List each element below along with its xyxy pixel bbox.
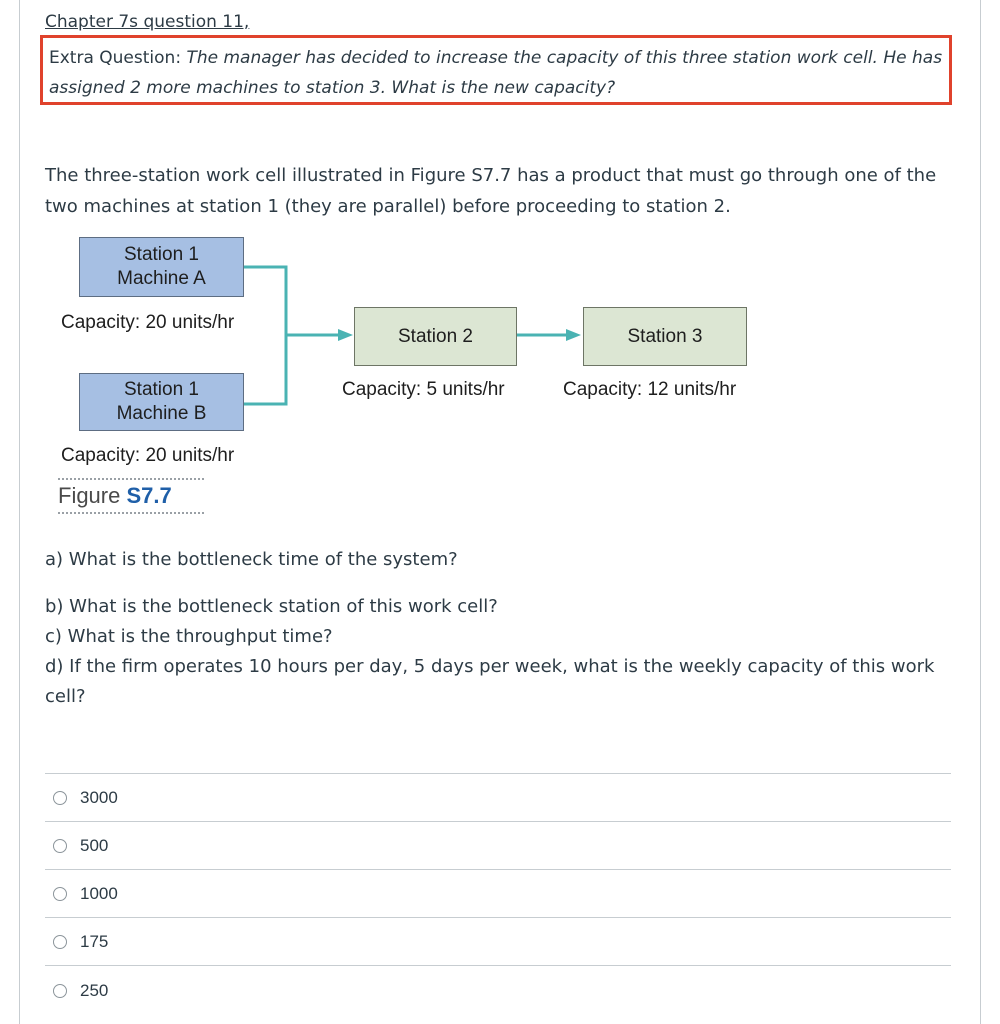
arrowhead-station2	[338, 329, 353, 341]
question-panel	[19, 0, 981, 1024]
question-b: b) What is the bottleneck station of this work cell?	[45, 596, 498, 617]
radio-button[interactable]	[53, 791, 67, 805]
machine-a-capacity: Capacity: 20 units/hr	[61, 312, 235, 333]
station2-capacity: Capacity: 5 units/hr	[342, 379, 505, 400]
machine-b-station-label: Station 1	[124, 379, 199, 400]
machine-a-station-label: Station 1	[124, 244, 199, 265]
machine-b-capacity: Capacity: 20 units/hr	[61, 445, 235, 466]
machine-b-machine-label: Machine B	[116, 403, 207, 424]
station1-machine-a-box	[79, 237, 244, 297]
station3-capacity: Capacity: 12 units/hr	[563, 379, 737, 400]
station2-label: Station 2	[398, 325, 473, 347]
figure-caption	[58, 478, 204, 514]
arrowhead-station3	[566, 329, 581, 341]
answer-label: 250	[80, 980, 109, 1000]
question-d: d) If the firm operates 10 hours per day, 5 days per week, what is the weekly capacity of this work cell?	[45, 656, 935, 707]
radio-button[interactable]	[53, 935, 67, 949]
station2-box	[354, 307, 517, 366]
extra-question-text: The manager has decided to increase the capacity of this three station work cell. He has assigned 2 more machines to station 3. What is the new capacity?	[49, 48, 943, 98]
answer-option[interactable]	[45, 821, 951, 869]
figure-caption-number: S7.7	[126, 483, 172, 508]
answer-option[interactable]	[45, 773, 951, 821]
radio-button[interactable]	[53, 887, 67, 901]
answer-label: 1000	[80, 883, 118, 903]
station3-box	[583, 307, 747, 366]
answer-options	[45, 773, 951, 1015]
station1-machine-b-box	[79, 373, 244, 431]
radio-button[interactable]	[53, 839, 67, 853]
machine-a-machine-label: Machine A	[117, 268, 206, 289]
answer-label: 500	[80, 835, 109, 855]
figure-caption-word: Figure	[58, 483, 121, 508]
answer-option[interactable]	[45, 869, 951, 917]
answer-option[interactable]	[45, 965, 951, 1015]
station3-label: Station 3	[627, 325, 703, 347]
extra-question-prefix: Extra Question:	[49, 48, 187, 68]
answer-label: 3000	[80, 787, 118, 807]
question-heading: Chapter 7s question 11,	[45, 12, 250, 32]
answer-label: 175	[80, 931, 109, 951]
intro-text: The three-station work cell illustrated in Figure S7.7 has a product that must go through one of the two machines at station 1 (they are parallel) before proceeding to station 2.	[45, 165, 937, 217]
question-c: c) What is the throughput time?	[45, 626, 333, 647]
question-a: a) What is the bottleneck time of the system?	[45, 549, 458, 570]
answer-option[interactable]	[45, 917, 951, 965]
radio-button[interactable]	[53, 984, 67, 998]
